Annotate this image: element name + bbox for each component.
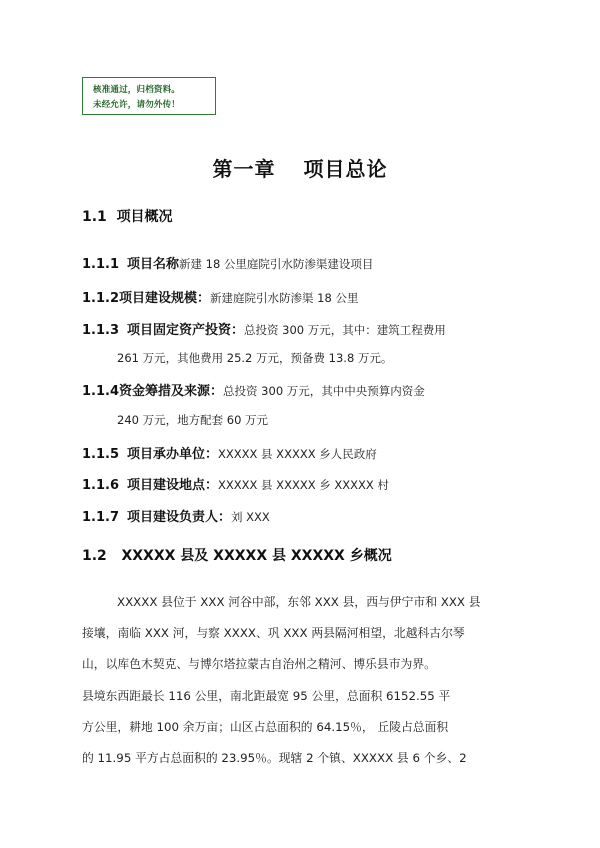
item-value-cont: 261 万元，其他费用 25.2 万元，预备费 13.8 万元。 <box>117 351 393 365</box>
item-value: 总投资 300 万元，其中中央预算内资金 <box>223 384 425 398</box>
item-number: 1.1.1 <box>82 257 120 272</box>
item-label: 项目建设负责人： <box>126 510 231 525</box>
section-number: 1.1 <box>82 209 107 225</box>
paragraph-line: 山，以库色木契克、与博尔塔拉蒙古自治州之精河、博乐县市为界。 <box>82 657 436 671</box>
section-title: XXXXX 县及 XXXXX 县 XXXXX 乡概况 <box>121 548 392 564</box>
item-value: XXXXX 县 XXXXX 乡 XXXXX 村 <box>217 478 389 492</box>
chapter-number: 第一章 <box>212 157 276 181</box>
paragraph-line: 方公里，耕地 100 余万亩；山区占总面积的 64.15％， 丘陵占总面积 <box>82 720 449 734</box>
overview-paragraph <box>82 0 522 848</box>
stamp-line-2: 未经允许，请勿外传！ <box>93 100 181 110</box>
section-number: 1.2 <box>82 548 107 564</box>
item-label: 项目承办单位： <box>126 447 218 462</box>
item-label: 项目名称 <box>126 257 179 272</box>
item-value-cont: 240 万元，地方配套 60 万元 <box>117 413 269 427</box>
item-label: 资金筹措及来源： <box>119 384 224 399</box>
chapter-name: 项目总论 <box>303 157 388 181</box>
stamp-line-1: 核准通过，归档资料。 <box>93 85 181 95</box>
item-label: 项目固定资产投资： <box>126 323 244 338</box>
item-number: 1.1.3 <box>82 323 120 338</box>
item-value: 新建庭院引水防渗渠 18 公里 <box>210 291 359 305</box>
section-title: 项目概况 <box>116 209 173 225</box>
item-number: 1.1.2 <box>82 291 120 306</box>
item-label: 项目建设规模： <box>119 291 211 306</box>
item-value: 新建 18 公里庭院引水防渗渠建设项目 <box>178 257 374 271</box>
item-value: 总投资 300 万元，其中：建筑工程费用 <box>243 323 446 337</box>
item-number: 1.1.7 <box>82 510 120 525</box>
item-number: 1.1.4 <box>82 384 120 399</box>
paragraph-line: 接壤，南临 XXX 河，与察 XXXX、巩 XXX 两县隔河相望，北越科古尔琴 <box>82 626 465 640</box>
paragraph-line: 的 11.95 平方占总面积的 23.95％。现辖 2 个镇、XXXXX 县 6 个乡、2 <box>82 751 467 765</box>
item-number: 1.1.5 <box>82 447 120 462</box>
paragraph-line: 县境东西距最长 116 公里，南北距最宽 95 公里，总面积 6152.55 平 <box>82 689 451 703</box>
item-value: XXXXX 县 XXXXX 乡人民政府 <box>217 447 377 461</box>
item-value: 刘 XXX <box>230 510 270 524</box>
paragraph-line: XXXXX 县位于 XXX 河谷中部，东邻 XXX 县，西与伊宁市和 XXX 县 <box>117 595 481 609</box>
item-label: 项目建设地点： <box>126 478 218 493</box>
item-number: 1.1.6 <box>82 478 120 493</box>
